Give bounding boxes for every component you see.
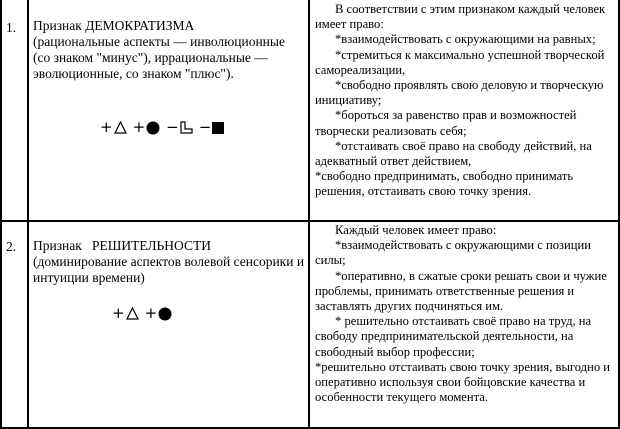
aspect-symbols xyxy=(100,120,230,135)
symbol-item: + xyxy=(100,120,127,135)
symbol-item: + xyxy=(145,306,173,321)
row-title: Признак РЕШИТЕЛЬНОСТИ xyxy=(33,238,211,253)
table-border-left xyxy=(0,0,2,429)
rights-item: *свободно проявлять свою деловую и творческую инициативу; xyxy=(315,78,604,108)
rights-item: *бороться за равенство прав и возможностей творчески реализовать себя; xyxy=(315,108,577,138)
rights-item: *решительно отстаивать свою точку зрения, выгодно и оперативно используя свои бойцовские качества и особенности текущего момента. xyxy=(315,359,611,405)
l-outline-icon xyxy=(180,121,193,134)
rights-cell xyxy=(315,2,611,200)
triangle-outline-icon xyxy=(126,307,139,320)
table-divider-middle xyxy=(308,0,310,429)
rights-item: * решительно отстаивать своё право на труд, на свободу предпринимательской деятельности, на свободный выбор профессии; xyxy=(315,314,592,359)
circle-filled-icon xyxy=(146,121,160,135)
rights-item: *оперативно, в сжатые сроки решать свои и чужие проблемы, принимать ответственные решения и заставлять других подчиняться им. xyxy=(315,268,607,314)
row-number: 1. xyxy=(6,20,17,35)
rights-intro: В соответствии с этим признаком каждый человек имеет право: xyxy=(315,2,606,32)
row-title-cell xyxy=(33,238,305,286)
square-filled-icon xyxy=(212,122,224,134)
symbol-item: + xyxy=(112,306,139,321)
rights-item: *отстаивать своё право на свободу действий, на адекватный ответ действием, xyxy=(315,138,592,169)
table-divider-number xyxy=(27,0,29,429)
rights-item: *взаимодействовать с окружающими с позиции силы; xyxy=(315,238,591,268)
symbol-item: + xyxy=(133,120,161,135)
rights-item: *стремиться к максимально успешной творческой самореализации, xyxy=(315,47,605,77)
symbol-item: − xyxy=(199,120,225,135)
rights-intro: Каждый человек имеет право: xyxy=(335,223,497,237)
triangle-outline-icon xyxy=(114,121,127,134)
row-title: Признак ДЕМОКРАТИЗМА xyxy=(33,18,195,33)
row-description: (рациональные аспекты — инволюционные (со знаком "минус"), иррациональные — эволюционные, со знаком "плюс"). xyxy=(33,33,285,81)
row-description: (доминирование аспектов волевой сенсорики и интуиции времени) xyxy=(33,253,305,285)
rights-item: *свободно предпринимать, свободно принимать решения, отстаивать свою точку зрения. xyxy=(315,169,574,199)
rights-item: *взаимодействовать с окружающими на равных; xyxy=(335,32,596,47)
row-number: 2. xyxy=(6,239,17,254)
row-title-cell xyxy=(33,18,305,82)
table-row-divider xyxy=(0,220,620,222)
symbol-item: − xyxy=(166,120,193,135)
circle-filled-icon xyxy=(158,307,172,321)
rights-cell xyxy=(315,223,611,405)
aspect-symbols xyxy=(112,306,178,321)
